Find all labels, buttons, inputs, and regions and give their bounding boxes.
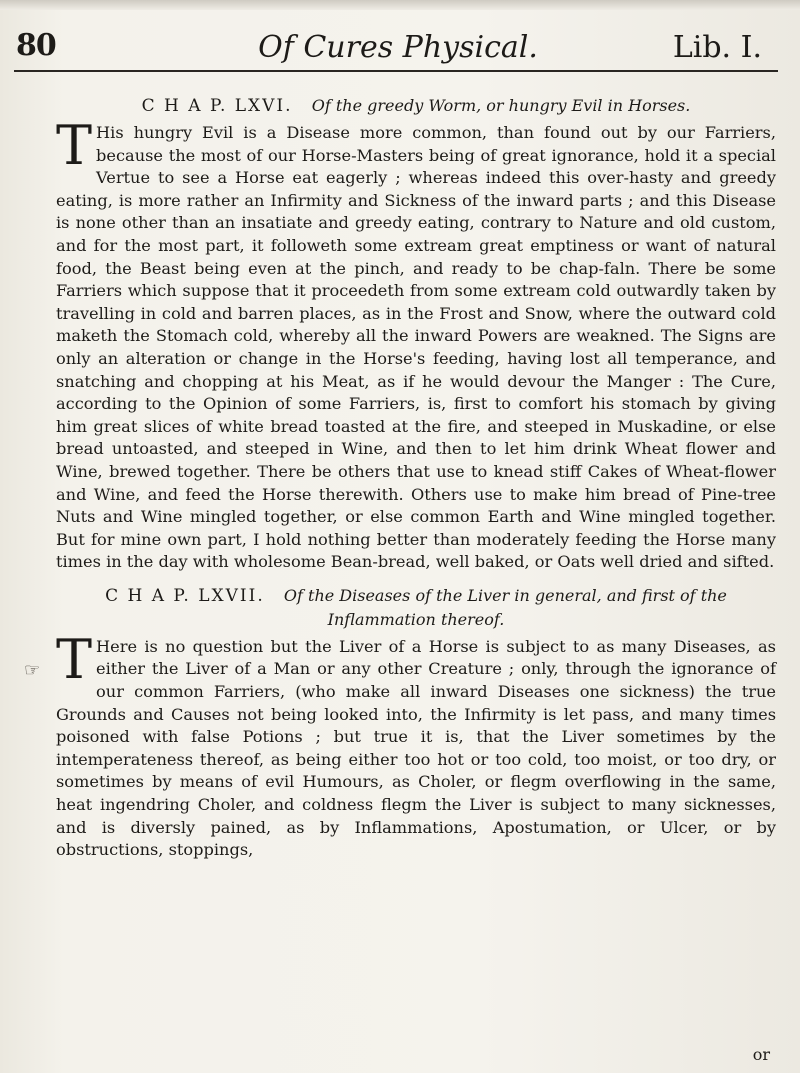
header-rule bbox=[14, 70, 778, 72]
manicule-icon: ☞ bbox=[24, 660, 41, 681]
chapter-title: Of the greedy Worm, or hungry Evil in Horses. bbox=[311, 96, 691, 115]
running-title: Of Cures Physical. bbox=[258, 30, 538, 65]
chapter-heading bbox=[56, 94, 776, 118]
chapter-67 bbox=[56, 584, 776, 862]
page-content bbox=[56, 94, 776, 872]
page-number: 80 bbox=[16, 28, 56, 63]
catchword: or bbox=[752, 1045, 770, 1064]
chapter-66 bbox=[56, 94, 776, 574]
chapter-body: THere is no question but the Liver of a Horse is subject to as many Diseases, as either the Liver of a Man or any other Creature ; only, through the ignorance of our common Farriers, (who make all inward Diseases one sickness) the true Grounds and Causes not being looked into, the Infirmity is let pass, and many times poisoned with false Potions ; but true it is, that the Liver sometimes by the intemperateness thereof, as being either too hot or too cold, too moist, or too dry, or sometimes by means of evil Humours, as Choler, or flegm overflowing in the same, heat ingendring Choler, and coldness flegm the Liver is subject to many sicknesses, and is diversly pained, as by Inflammations, Apostumation, or Ulcer, or by obstructions, stoppings, bbox=[56, 627, 776, 860]
chapter-number: C H A P. LXVII. bbox=[105, 585, 265, 606]
page-top-edge bbox=[0, 0, 800, 10]
chapter-heading bbox=[56, 584, 776, 632]
chapter-title: Of the Diseases of the Liver in general, and first of the Inflammation thereof. bbox=[283, 585, 727, 629]
chapter-body: THis hungry Evil is a Disease more common, than found out by our Farriers, because the most of our Horse-Masters being of great ignorance, hold it a special Vertue to see a Horse eat eagerly ; whereas indeed this over-hasty and greedy eating, is more rather an Infirmity and Sickness of the inward parts ; and this Disease is none other than an insatiate and greedy eating, contrary to Nature and old custom, and for the most part, it followeth some extream great emptiness or want of natural food, the Beast being even at the pinch, and ready to be chap-faln. There be some Farriers which suppose that it proceedeth from some extream cold outwardly taken by travelling in cold and barren places, as in the Frost and Snow, where the outward cold maketh the Stomach cold, whereby all the inward Powers are weakned. The Signs are only an alteration or change in the Horse's feeding, having lost all temperance, and snatching and chopping at his Meat, as if he would devour the Manger : The Cure, according to the Opinion of some Farriers, is, first to comfort his stomach by giving him great slices of white bread toasted at the fire, and steeped in Muskadine, or else bread untoasted, and steeped in Wine, and then to let him drink Wheat flower and Wine, brewed together. There be others that use to knead stiff Cakes of Wheat-flower and Wine, and feed the Horse therewith. Others use to make him bread of Pine-tree Nuts and Wine mingled together, or else common Earth and Wine mingled together. But for mine own part, I hold nothing better than moderately feeding the Horse many times in the day with wholesome Bean-bread, well baked, or Oats well dried and sifted. bbox=[56, 114, 776, 572]
page-header bbox=[16, 28, 780, 72]
chapter-number: C H A P. LXVI. bbox=[141, 96, 293, 116]
book-reference: Lib. I. bbox=[672, 30, 762, 65]
